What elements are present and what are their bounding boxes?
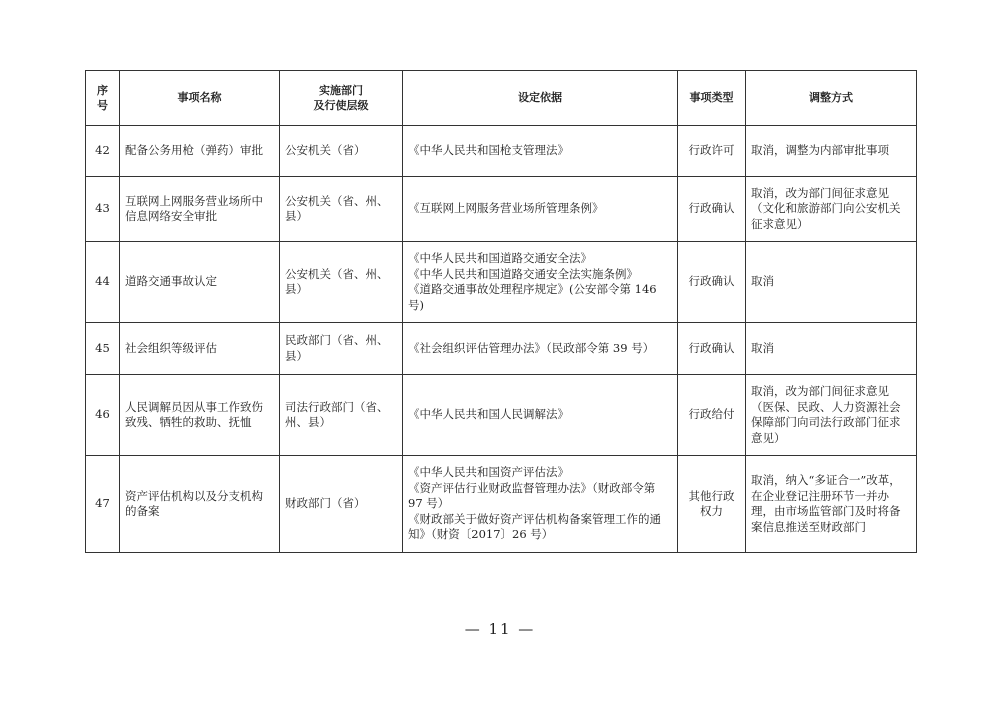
row-seq: 44 (86, 242, 120, 323)
basis-line: 《财政部关于做好资产评估机构备案管理工作的通知》（财资〔2017〕26 号） (408, 511, 661, 542)
row-type: 行政确认 (678, 323, 746, 375)
row-name: 互联网上网服务营业场所中信息网络安全审批 (120, 177, 280, 242)
basis-line: 《资产评估行业财政监督管理办法》（财政部令第 97 号） (408, 480, 656, 511)
row-type: 行政确认 (678, 242, 746, 323)
row-dept: 公安机关（省、州、县） (280, 177, 403, 242)
row-adjust: 取消，改为部门间征求意见（医保、民政、人力资源社会保障部门向司法行政部门征求意见） (746, 375, 917, 456)
row-seq: 42 (86, 126, 120, 177)
row-type: 行政给付 (678, 375, 746, 456)
row-dept: 司法行政部门（省、州、县） (280, 375, 403, 456)
table-row (86, 375, 917, 456)
row-seq: 43 (86, 177, 120, 242)
row-adjust: 取消 (746, 242, 917, 323)
header-seq: 序 号 (86, 71, 120, 126)
basis-line: 《互联网上网服务营业场所管理条例》 (408, 201, 604, 216)
row-basis (403, 242, 678, 323)
row-basis (403, 375, 678, 456)
table-row (86, 456, 917, 553)
header-adjust: 调整方式 (746, 71, 917, 126)
row-type: 其他行政权力 (678, 456, 746, 553)
row-basis (403, 323, 678, 375)
header-row (86, 71, 917, 126)
row-adjust: 取消，纳入“多证合一”改革，在企业登记注册环节一并办理，由市场监管部门及时将备案信息推送至财政部门 (746, 456, 917, 553)
header-type: 事项类型 (678, 71, 746, 126)
header-name: 事项名称 (120, 71, 280, 126)
basis-line: 《中华人民共和国枪支管理法》 (408, 143, 569, 158)
table-row (86, 126, 917, 177)
header-basis: 设定依据 (403, 71, 678, 126)
row-basis (403, 126, 678, 177)
row-seq: 47 (86, 456, 120, 553)
row-dept: 公安机关（省） (280, 126, 403, 177)
row-type: 行政确认 (678, 177, 746, 242)
row-adjust: 取消，改为部门间征求意见（文化和旅游部门向公安机关征求意见） (746, 177, 917, 242)
header-dept: 实施部门 及行使层级 (280, 71, 403, 126)
basis-line: 《中华人民共和国资产评估法》 (408, 465, 569, 480)
row-name: 人民调解员因从事工作致伤致残、牺牲的救助、抚恤 (120, 375, 280, 456)
row-dept: 财政部门（省） (280, 456, 403, 553)
row-adjust: 取消，调整为内部审批事项 (746, 126, 917, 177)
row-dept: 民政部门（省、州、县） (280, 323, 403, 375)
row-name: 道路交通事故认定 (120, 242, 280, 323)
row-type: 行政许可 (678, 126, 746, 177)
page-number: — 11 — (464, 620, 536, 638)
row-basis (403, 456, 678, 553)
row-adjust: 取消 (746, 323, 917, 375)
basis-line: 《中华人民共和国道路交通安全法实施条例》 (408, 266, 638, 281)
row-name: 资产评估机构以及分支机构的备案 (120, 456, 280, 553)
basis-line: 《中华人民共和国道路交通安全法》 (408, 251, 592, 265)
row-seq: 45 (86, 323, 120, 375)
row-dept: 公安机关（省、州、县） (280, 242, 403, 323)
table-row (86, 242, 917, 323)
basis-line: 《中华人民共和国人民调解法》 (408, 407, 569, 422)
row-basis (403, 177, 678, 242)
items-table (85, 70, 917, 553)
basis-line: 《社会组织评估管理办法》（民政部令第 39 号） (408, 340, 655, 355)
basis-line: 《道路交通事故处理程序规定》(公安部令第 146 号) (408, 282, 657, 312)
row-name: 配备公务用枪（弹药）审批 (120, 126, 280, 177)
table-row (86, 323, 917, 375)
table-row (86, 177, 917, 242)
row-seq: 46 (86, 375, 120, 456)
row-name: 社会组织等级评估 (120, 323, 280, 375)
